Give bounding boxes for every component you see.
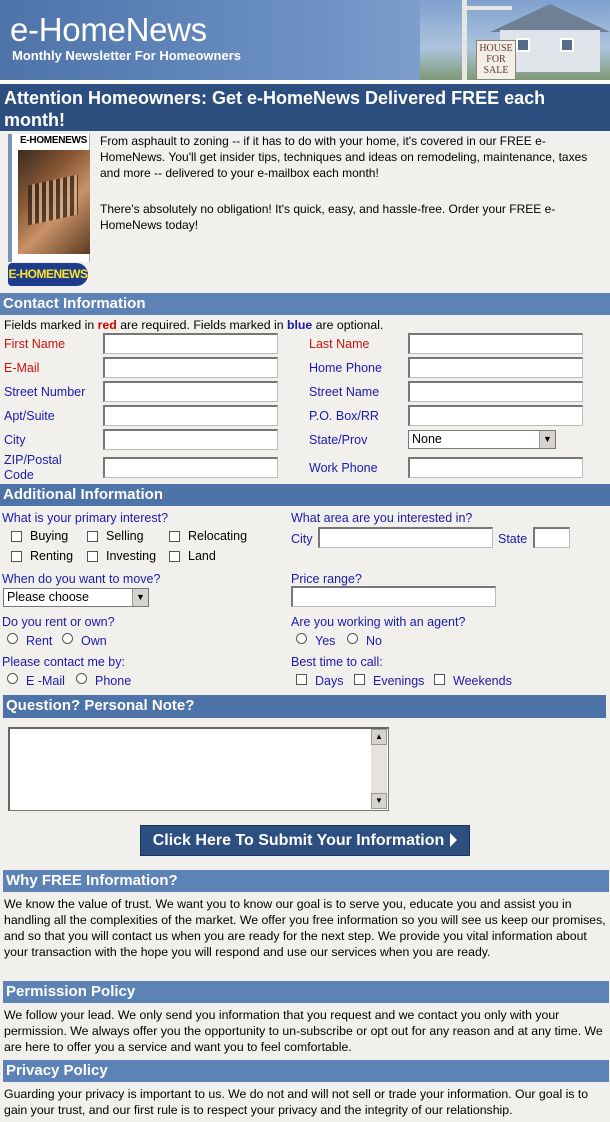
city-input[interactable] bbox=[103, 429, 278, 450]
agent-yes-label: Yes bbox=[315, 634, 336, 648]
chevron-down-icon: ▼ bbox=[132, 589, 148, 606]
agent-yes-radio[interactable] bbox=[296, 633, 307, 644]
area-question: What area are you interested in? bbox=[291, 511, 473, 525]
home-phone-label: Home Phone bbox=[309, 361, 382, 375]
zip-input[interactable] bbox=[103, 457, 278, 478]
po-box-label: P.O. Box/RR bbox=[309, 409, 379, 423]
price-question: Price range? bbox=[291, 572, 362, 586]
land-checkbox[interactable] bbox=[169, 551, 180, 562]
newsletter-cover-image bbox=[8, 134, 90, 286]
house-for-sale-image bbox=[420, 0, 610, 80]
agent-no-label: No bbox=[366, 634, 382, 648]
street-number-input[interactable] bbox=[103, 381, 278, 402]
rent-label: Rent bbox=[26, 634, 53, 648]
submit-button[interactable]: Click Here To Submit Your Information bbox=[140, 825, 470, 856]
evenings-checkbox[interactable] bbox=[354, 674, 365, 685]
why-free-heading: Why FREE Information? bbox=[3, 870, 609, 892]
additional-section-heading: Additional Information bbox=[0, 484, 610, 506]
city-label: City bbox=[4, 433, 26, 447]
last-name-label: Last Name bbox=[309, 337, 370, 351]
investing-checkbox[interactable] bbox=[87, 551, 98, 562]
contact-email-radio[interactable] bbox=[7, 673, 18, 684]
move-timing-select[interactable]: Please choose ▼ bbox=[3, 588, 149, 607]
work-phone-label: Work Phone bbox=[309, 461, 378, 475]
personal-note-textarea[interactable] bbox=[8, 727, 389, 811]
renting-checkbox[interactable] bbox=[11, 551, 22, 562]
contact-section-heading: Contact Information bbox=[0, 293, 610, 315]
interest-question: What is your primary interest? bbox=[2, 511, 169, 525]
for-sale-sign: HOUSE FOR SALE bbox=[476, 40, 516, 80]
intro-paragraph-2: There's absolutely no obligation! It's quick, easy, and hassle-free. Order your FREE e-HomeNews today! bbox=[100, 202, 556, 232]
intro-paragraph-1: From asphault to zoning -- if it has to do with your home, it's covered in our FREE e-HomeNews. You'll get insider tips, techniques and ideas on remodeling, maintenance, taxes and more -- delivered to your e-mailbox each month! bbox=[100, 134, 588, 180]
investing-label: Investing bbox=[106, 549, 157, 563]
street-name-input[interactable] bbox=[408, 381, 583, 402]
days-checkbox[interactable] bbox=[296, 674, 307, 685]
relocating-checkbox[interactable] bbox=[169, 531, 180, 542]
area-state-input[interactable] bbox=[533, 527, 570, 548]
agent-question: Are you working with an agent? bbox=[291, 615, 466, 629]
site-subtitle: Monthly Newsletter For Homeowners bbox=[12, 48, 241, 63]
area-city-label: City bbox=[291, 532, 313, 546]
street-name-label: Street Name bbox=[309, 385, 380, 399]
first-name-label: First Name bbox=[4, 337, 66, 351]
apt-suite-input[interactable] bbox=[103, 405, 278, 426]
po-box-input[interactable] bbox=[408, 405, 583, 426]
attention-banner: Attention Homeowners: Get e-HomeNews Delivered FREE each month! bbox=[0, 84, 610, 131]
zip-label: ZIP/Postal Code bbox=[4, 453, 62, 482]
area-city-input[interactable] bbox=[318, 527, 493, 548]
buying-checkbox[interactable] bbox=[11, 531, 22, 542]
cover-title: E-HOMENEWS bbox=[20, 135, 88, 146]
chevron-down-icon: ▼ bbox=[539, 431, 555, 448]
own-label: Own bbox=[81, 634, 107, 648]
email-label: E-Mail bbox=[4, 361, 40, 375]
typewriter-photo bbox=[18, 150, 90, 254]
scroll-up-icon[interactable]: ▲ bbox=[371, 729, 387, 745]
weekends-label: Weekends bbox=[453, 674, 512, 688]
selling-checkbox[interactable] bbox=[87, 531, 98, 542]
work-phone-input[interactable] bbox=[408, 457, 583, 478]
email-input[interactable] bbox=[103, 357, 278, 378]
weekends-checkbox[interactable] bbox=[434, 674, 445, 685]
contact-phone-radio[interactable] bbox=[76, 673, 87, 684]
own-radio[interactable] bbox=[62, 633, 73, 644]
area-state-label: State bbox=[498, 532, 528, 546]
contact-email-label: E -Mail bbox=[26, 674, 65, 688]
last-name-input[interactable] bbox=[408, 333, 583, 354]
first-name-input[interactable] bbox=[103, 333, 278, 354]
street-number-label: Street Number bbox=[4, 385, 86, 399]
agent-no-radio[interactable] bbox=[347, 633, 358, 644]
arrow-right-icon bbox=[450, 833, 457, 847]
rent-radio[interactable] bbox=[7, 633, 18, 644]
price-range-input[interactable] bbox=[291, 586, 496, 607]
land-label: Land bbox=[188, 549, 216, 563]
selling-label: Selling bbox=[106, 529, 144, 543]
state-prov-select[interactable]: None ▼ bbox=[408, 430, 556, 449]
best-time-question: Best time to call: bbox=[291, 655, 383, 669]
home-phone-input[interactable] bbox=[408, 357, 583, 378]
state-prov-label: State/Prov bbox=[309, 433, 368, 447]
buying-label: Buying bbox=[30, 529, 69, 543]
scroll-down-icon[interactable]: ▼ bbox=[371, 793, 387, 809]
textarea-scrollbar[interactable] bbox=[371, 729, 387, 809]
required-fields-note: Fields marked in red are required. Fields marked in blue are optional. bbox=[4, 318, 384, 332]
apt-suite-label: Apt/Suite bbox=[4, 409, 55, 423]
why-free-text: We know the value of trust. We want you to know our goal is to serve you, educate you and assist you in handling all the complexities of the market. We offer you free information so you will see us keep our promises, and so that you will contact us when you are ready for the next step. We provide you vital information about your transaction with the hope you will respond and use our services when you are ready. bbox=[4, 897, 606, 959]
privacy-policy-text: Guarding your privacy is important to us. We do not and will not sell or trade your information. Our goal is to gain your trust, and our first rule is to respect your privacy and the integrity of our relationship. bbox=[4, 1087, 589, 1117]
evenings-label: Evenings bbox=[373, 674, 425, 688]
privacy-policy-heading: Privacy Policy bbox=[3, 1060, 609, 1082]
move-question: When do you want to move? bbox=[2, 572, 161, 586]
contact-method-question: Please contact me by: bbox=[2, 655, 125, 669]
permission-policy-text: We follow your lead. We only send you information that you request and we contact you only with your permission. We always offer you the opportunity to un-subscribe or opt out for any reason and at any time. We are here to offer you a service and want you to feel comfortable. bbox=[4, 1008, 603, 1054]
relocating-label: Relocating bbox=[188, 529, 248, 543]
contact-phone-label: Phone bbox=[95, 674, 132, 688]
newsletter-badge: E-HOMENEWS bbox=[8, 263, 88, 286]
rent-own-question: Do you rent or own? bbox=[2, 615, 115, 629]
site-title: e-HomeNews bbox=[10, 11, 207, 48]
permission-policy-heading: Permission Policy bbox=[3, 981, 609, 1003]
personal-note-heading: Question? Personal Note? bbox=[3, 695, 606, 718]
renting-label: Renting bbox=[30, 549, 74, 563]
days-label: Days bbox=[315, 674, 344, 688]
